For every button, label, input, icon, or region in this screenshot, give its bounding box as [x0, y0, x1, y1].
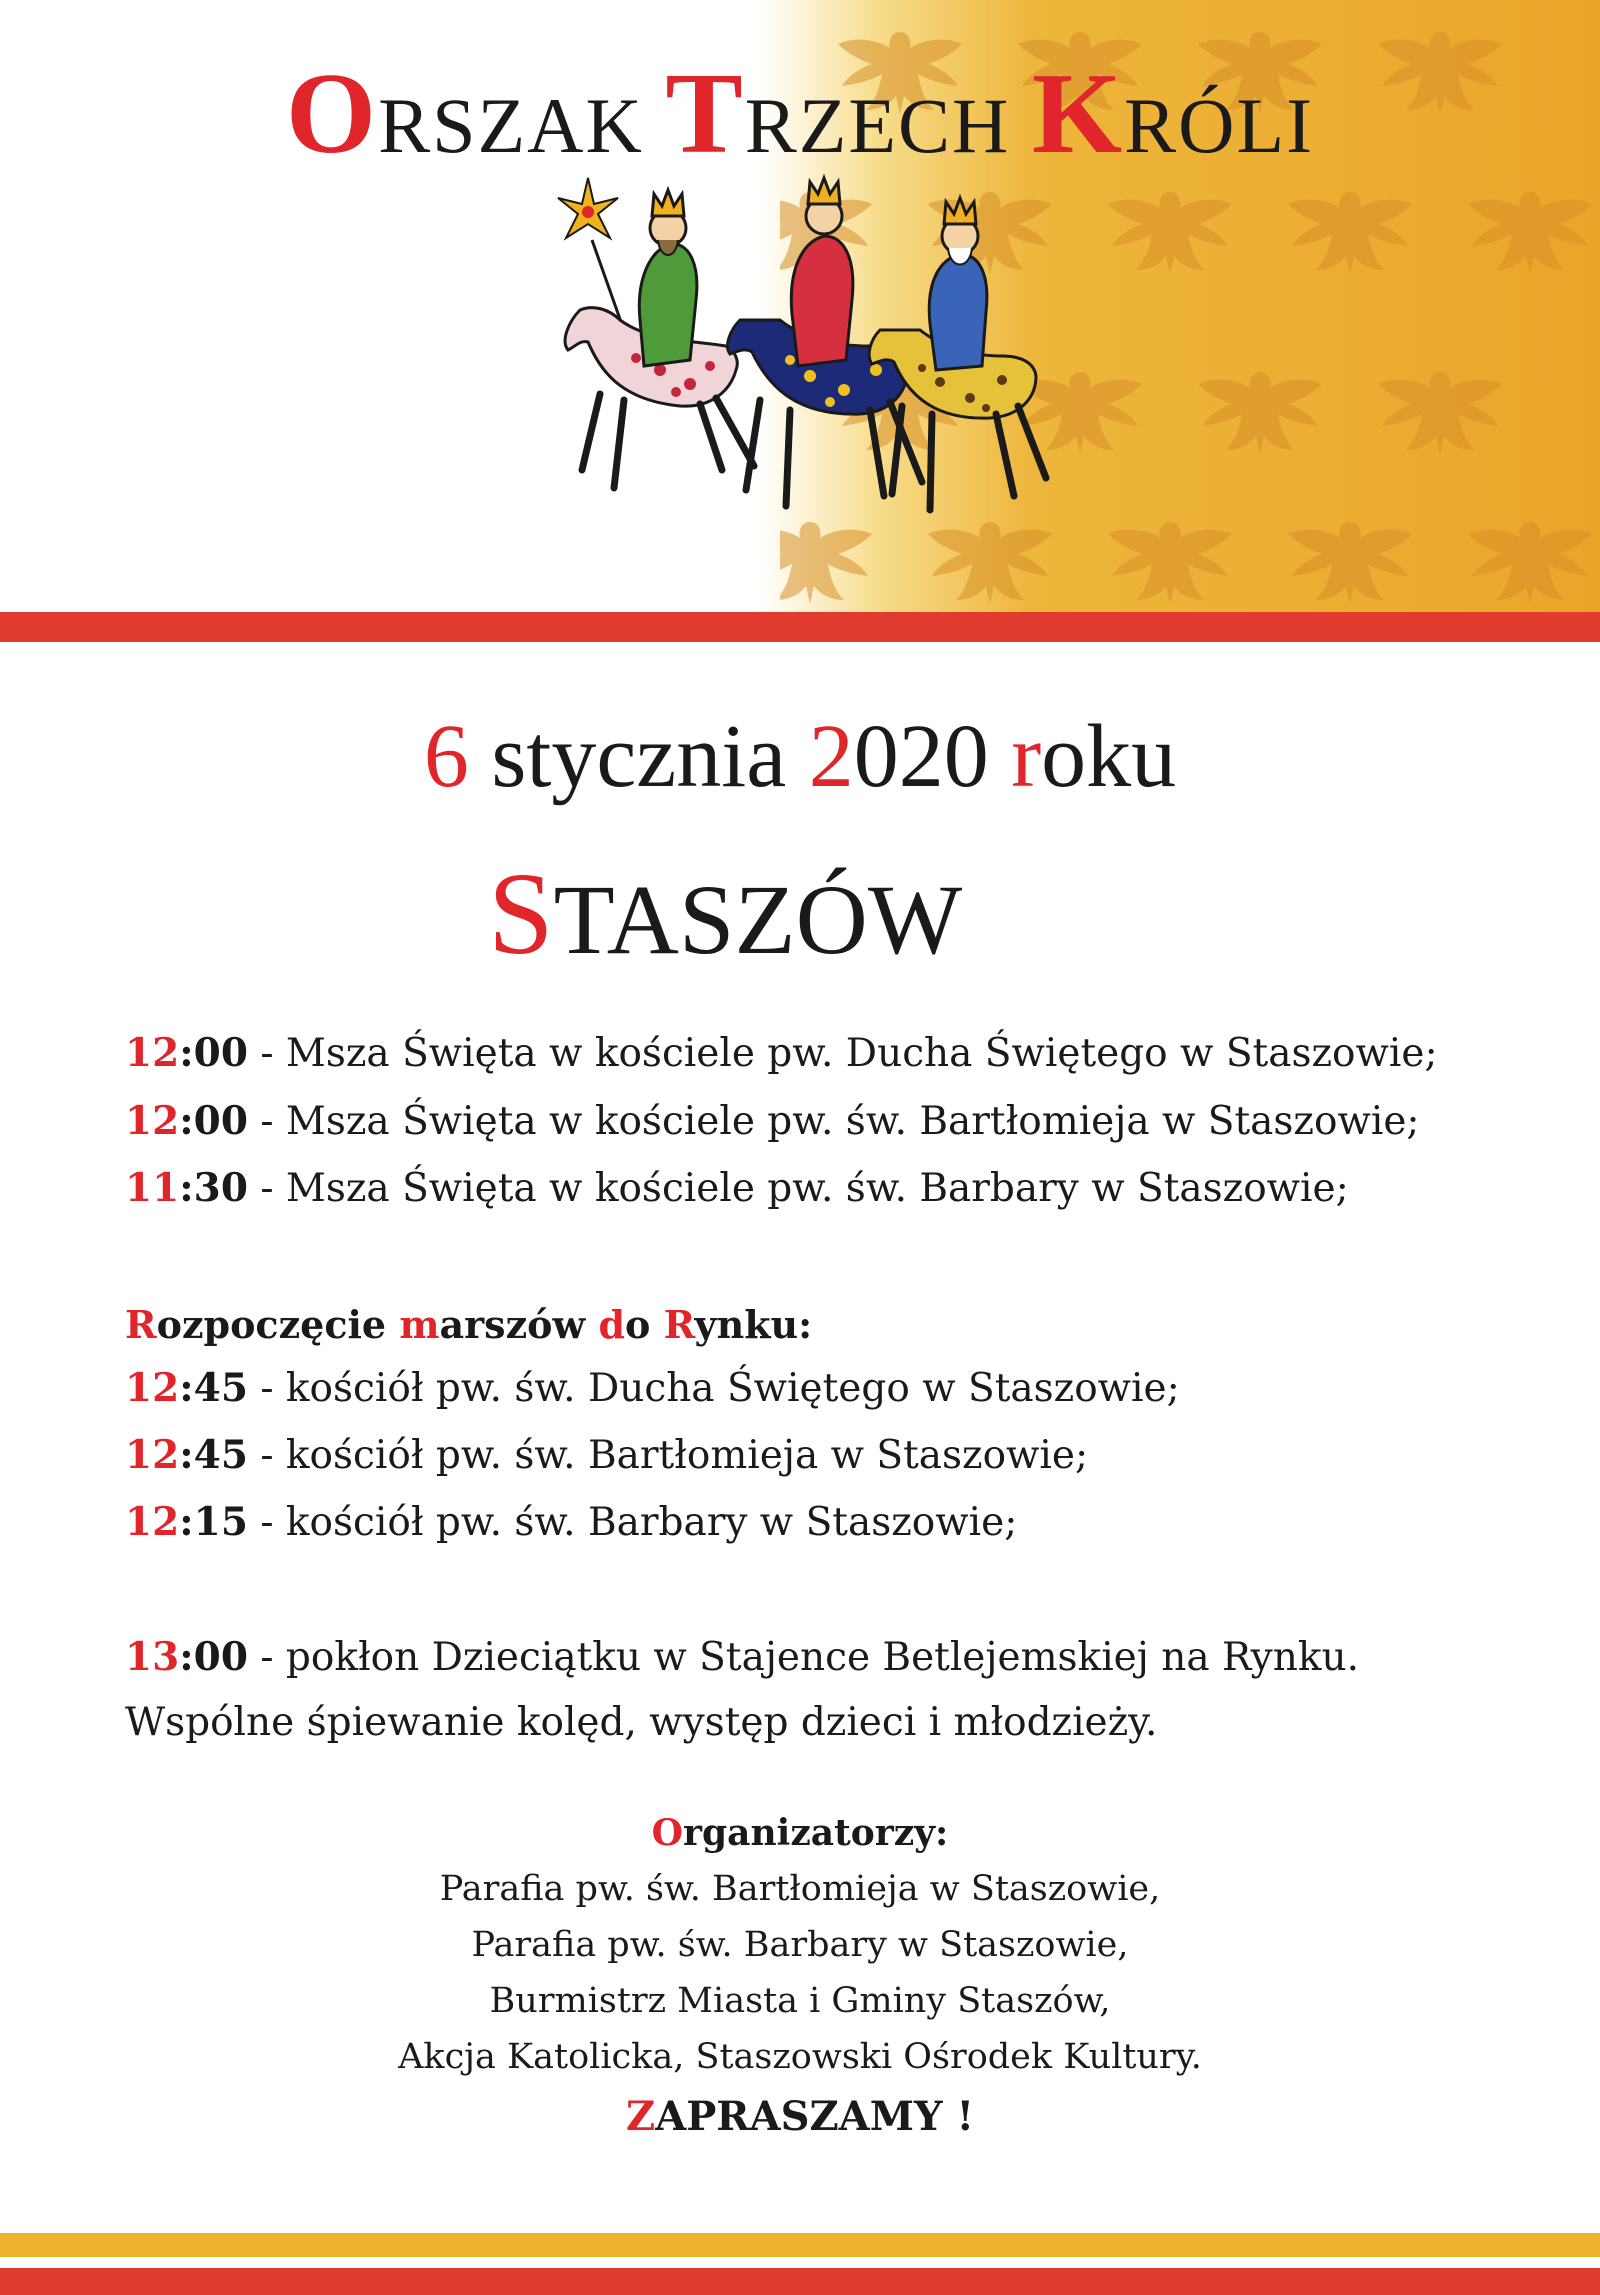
- eagle-icon: [1108, 522, 1232, 604]
- eagle-icon: [1378, 372, 1502, 454]
- heading-part: R: [663, 1302, 695, 1347]
- march-text: - kościół pw. św. Bartłomieja w Staszowie;: [247, 1433, 1089, 1478]
- heading-part: R: [125, 1302, 157, 1347]
- mass-hour: 11: [125, 1165, 180, 1211]
- title-word-1: RSZAK: [378, 82, 644, 169]
- heading-part: o: [625, 1302, 664, 1347]
- mass-minutes: :00: [179, 1098, 248, 1144]
- march-text: - kościół pw. św. Ducha Świętego w Staszowie;: [247, 1366, 1180, 1411]
- bottom-gold-band: [0, 2233, 1600, 2257]
- mass-hour: 12: [125, 1098, 180, 1144]
- eagle-icon: [1468, 192, 1592, 274]
- organizer-item: Parafia pw. św. Bartłomieja w Staszowie,: [439, 1869, 1161, 1909]
- organizer-item: Burmistrz Miasta i Gminy Staszów,: [489, 1981, 1111, 2021]
- heading-initial: O: [651, 1812, 683, 1854]
- tribute-text: - pokłon Dzieciątku w Stajence Betlejemskiej na Rynku.: [247, 1635, 1359, 1680]
- date-day: 6: [423, 707, 469, 806]
- star-of-bethlehem-icon: [558, 178, 618, 238]
- date-month: stycznia: [491, 707, 787, 806]
- march-text: - kościół pw. św. Barbary w Staszowie;: [247, 1500, 1018, 1545]
- date-year-first: 2: [808, 707, 854, 806]
- organizer-item: Akcja Katolicka, Staszowski Ośrodek Kultury.: [398, 2037, 1202, 2077]
- heading-part: ozpoczęcie: [156, 1302, 400, 1347]
- march-minutes: :15: [179, 1499, 248, 1545]
- city-initial: S: [488, 848, 554, 979]
- event-date: [0, 705, 1600, 808]
- heading-part: d: [598, 1302, 626, 1347]
- march-minutes: :45: [179, 1432, 248, 1478]
- mass-line: [125, 1098, 1420, 1144]
- mass-text: - Msza Święta w kościele pw. św. Barbary w Staszowie;: [247, 1166, 1349, 1211]
- mass-minutes: :00: [179, 1030, 248, 1076]
- eagle-icon: [1288, 522, 1412, 604]
- eagle-icon: [1108, 192, 1232, 274]
- date-roku-rest: oku: [1041, 707, 1177, 806]
- march-line: [125, 1499, 1017, 1545]
- eagle-icon: [1198, 372, 1322, 454]
- heading-part: ynku:: [694, 1302, 813, 1347]
- bottom-red-band: [0, 2268, 1600, 2295]
- header-banner: [0, 0, 1600, 612]
- tribute-line-2: Wspólne śpiewanie kolęd, występ dzieci i młodzieży.: [125, 1700, 1158, 1745]
- march-line: [125, 1365, 1180, 1411]
- title-initial-2: T: [665, 50, 745, 178]
- mass-line: [125, 1165, 1349, 1211]
- march-minutes: :45: [179, 1365, 248, 1411]
- mass-text: - Msza Święta w kościele pw. św. Bartłomieja w Staszowie;: [247, 1099, 1420, 1144]
- heading-rest: rganizatorzy:: [683, 1812, 949, 1854]
- mass-hour: 12: [125, 1030, 180, 1076]
- event-title: [0, 48, 1600, 181]
- march-hour: 12: [125, 1432, 180, 1478]
- city-name: TASZÓW: [553, 864, 963, 975]
- title-initial-1: O: [285, 50, 379, 178]
- march-line: [125, 1432, 1088, 1478]
- organizers-heading: [0, 1805, 1600, 1861]
- tribute-line: [125, 1634, 1359, 1680]
- event-city: [488, 846, 962, 982]
- tribute-hour: 13: [125, 1634, 180, 1680]
- date-year-rest: 020: [853, 707, 989, 806]
- mass-line: [125, 1030, 1438, 1076]
- invite-rest: APRASZAMY !: [655, 2093, 975, 2140]
- marches-heading: [125, 1302, 812, 1347]
- organizers-block: [0, 1805, 1600, 2145]
- horse-rider-3-icon: [869, 198, 1046, 510]
- mass-minutes: :30: [179, 1165, 248, 1211]
- top-red-band: [0, 612, 1600, 642]
- organizer-item: Parafia pw. św. Barbary w Staszowie,: [471, 1925, 1129, 1965]
- eagle-icon: [1288, 192, 1412, 274]
- eagle-icon: [1468, 522, 1592, 604]
- date-roku-first: r: [1011, 707, 1042, 806]
- invite-initial: Z: [625, 2093, 656, 2140]
- mass-text: - Msza Święta w kościele pw. Ducha Świętego w Staszowie;: [247, 1031, 1438, 1076]
- title-word-3: RÓLI: [1124, 82, 1315, 169]
- heading-part: arszów: [439, 1302, 599, 1347]
- march-hour: 12: [125, 1499, 180, 1545]
- heading-part: m: [399, 1302, 440, 1347]
- three-kings-illustration: [540, 170, 1060, 570]
- march-hour: 12: [125, 1365, 180, 1411]
- invitation: [0, 2089, 1600, 2145]
- title-initial-3: K: [1031, 50, 1125, 178]
- title-word-2: RZECH: [744, 82, 1011, 169]
- horse-rider-1-icon: [565, 190, 754, 488]
- tribute-minutes: :00: [179, 1634, 248, 1680]
